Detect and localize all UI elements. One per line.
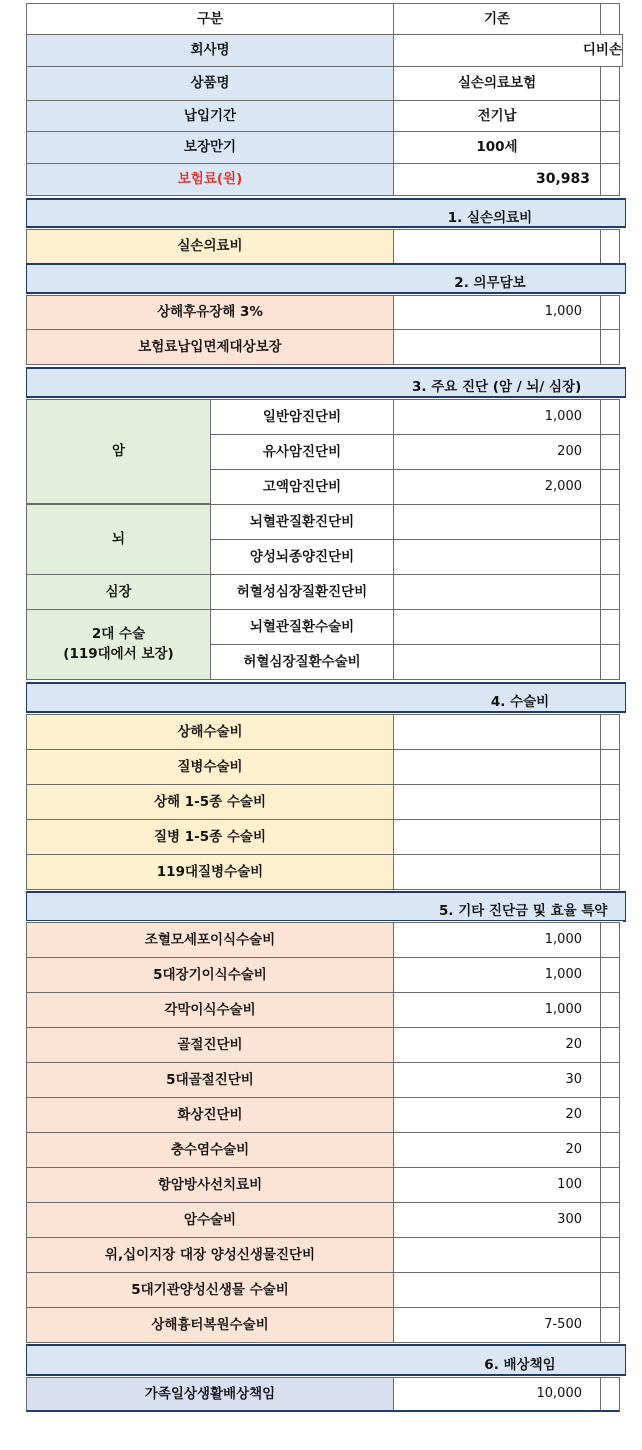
row-value: 20 bbox=[393, 1027, 601, 1063]
row-extra bbox=[600, 992, 620, 1028]
row-extra bbox=[600, 1237, 620, 1273]
item-value: 1,000 bbox=[393, 399, 601, 435]
row-value bbox=[393, 1272, 601, 1308]
row-value bbox=[393, 329, 601, 365]
section-header-5 bbox=[26, 891, 626, 922]
section-title-3: 3. 주요 진단 (암 / 뇌/ 심장) bbox=[412, 379, 582, 395]
row-extra bbox=[600, 714, 620, 750]
info-label-premium: 보험료(원) bbox=[26, 163, 394, 196]
row-extra bbox=[600, 644, 620, 680]
section-header-4 bbox=[26, 682, 626, 713]
info-value-coverage-maturity: 100세 bbox=[393, 131, 601, 164]
row-label: 상해후유장해 3% bbox=[26, 295, 394, 330]
info-extra-payment-period bbox=[600, 100, 620, 132]
info-label-product: 상품명 bbox=[26, 66, 394, 101]
row-label: 상해 1-5종 수술비 bbox=[26, 784, 394, 820]
row-value bbox=[393, 714, 601, 750]
info-label-coverage-maturity: 보장만기 bbox=[26, 131, 394, 164]
row-value: 1,000 bbox=[393, 957, 601, 993]
item-value: 200 bbox=[393, 434, 601, 470]
header-col-existing: 기존 bbox=[393, 3, 601, 35]
item-label: 허혈성심장질환진단비 bbox=[210, 574, 394, 610]
row-label: 항암방사선치료비 bbox=[26, 1167, 394, 1203]
section-header-1 bbox=[26, 198, 626, 228]
row-value: 20 bbox=[393, 1097, 601, 1133]
row-label: 가족일상생활배상책임 bbox=[26, 1377, 394, 1412]
row-label: 질병수술비 bbox=[26, 749, 394, 785]
row-extra bbox=[600, 922, 620, 958]
row-extra bbox=[600, 819, 620, 855]
row-label: 충수염수술비 bbox=[26, 1132, 394, 1168]
row-extra bbox=[600, 1272, 620, 1308]
row-extra bbox=[600, 399, 620, 435]
row-extra bbox=[600, 539, 620, 575]
row-label: 실손의료비 bbox=[26, 229, 394, 264]
section-header-3 bbox=[26, 367, 626, 398]
item-value bbox=[393, 539, 601, 575]
row-extra bbox=[600, 469, 620, 505]
row-label: 질병 1-5종 수술비 bbox=[26, 819, 394, 855]
row-extra bbox=[600, 749, 620, 785]
row-extra bbox=[600, 1132, 620, 1168]
row-extra bbox=[600, 434, 620, 470]
section-header-6 bbox=[26, 1344, 626, 1376]
row-value: 1,000 bbox=[393, 992, 601, 1028]
info-label-company: 회사명 bbox=[26, 34, 394, 67]
row-extra bbox=[600, 229, 620, 264]
item-label: 뇌혈관질환수술비 bbox=[210, 609, 394, 645]
row-extra bbox=[600, 295, 620, 330]
row-extra bbox=[600, 784, 620, 820]
section-header-2 bbox=[26, 263, 626, 294]
row-label: 상해수술비 bbox=[26, 714, 394, 750]
row-extra bbox=[600, 609, 620, 645]
info-value-company bbox=[393, 34, 623, 67]
row-label: 화상진단비 bbox=[26, 1097, 394, 1133]
group-label-heart: 심장 bbox=[26, 574, 211, 610]
row-extra bbox=[600, 1167, 620, 1203]
row-value bbox=[393, 819, 601, 855]
row-label: 보험료납입면제대상보장 bbox=[26, 329, 394, 365]
row-value: 100 bbox=[393, 1167, 601, 1203]
info-extra-coverage-maturity bbox=[600, 131, 620, 164]
row-label: 조혈모세포이식수술비 bbox=[26, 922, 394, 958]
row-value: 1,000 bbox=[393, 922, 601, 958]
section-title-2: 2. 의무담보 bbox=[454, 275, 526, 291]
row-extra bbox=[600, 329, 620, 365]
item-label: 유사암진단비 bbox=[210, 434, 394, 470]
row-label: 5대기관양성신생물 수술비 bbox=[26, 1272, 394, 1308]
row-value: 1,000 bbox=[393, 295, 601, 330]
info-value-premium: 30,983 bbox=[393, 163, 601, 196]
row-value bbox=[393, 1237, 601, 1273]
item-label: 고액암진단비 bbox=[210, 469, 394, 505]
group-label-cancer: 암 bbox=[26, 399, 211, 504]
info-extra-premium bbox=[600, 163, 620, 196]
header-col-extra bbox=[600, 3, 620, 35]
header-col-label: 구분 bbox=[26, 3, 394, 35]
row-extra bbox=[600, 1202, 620, 1238]
row-value: 300 bbox=[393, 1202, 601, 1238]
info-extra-product bbox=[600, 66, 620, 101]
section-title-5: 5. 기타 진단금 및 효율 특약 bbox=[439, 903, 608, 919]
group-label-two-surgeries-title: 2대 수술 bbox=[91, 626, 146, 643]
info-value-payment-period: 전기납 bbox=[393, 100, 601, 132]
row-extra bbox=[600, 1097, 620, 1133]
row-value bbox=[393, 229, 601, 264]
row-label: 5대골절진단비 bbox=[26, 1062, 394, 1098]
item-value bbox=[393, 644, 601, 680]
row-extra bbox=[600, 1062, 620, 1098]
row-value: 7-500 bbox=[393, 1307, 601, 1343]
row-label: 골절진단비 bbox=[26, 1027, 394, 1063]
row-value: 10,000 bbox=[393, 1377, 601, 1412]
row-value bbox=[393, 854, 601, 890]
row-value bbox=[393, 749, 601, 785]
group-label-brain: 뇌 bbox=[26, 504, 211, 575]
row-label: 5대장기이식수술비 bbox=[26, 957, 394, 993]
row-label: 상해흉터복원수술비 bbox=[26, 1307, 394, 1343]
item-value bbox=[393, 609, 601, 645]
row-extra bbox=[600, 1307, 620, 1343]
item-label: 일반암진단비 bbox=[210, 399, 394, 435]
row-value: 20 bbox=[393, 1132, 601, 1168]
item-value bbox=[393, 574, 601, 610]
row-label: 119대질병수술비 bbox=[26, 854, 394, 890]
item-label: 허혈심장질환수술비 bbox=[210, 644, 394, 680]
row-extra bbox=[600, 957, 620, 993]
company-name: 디비손 bbox=[582, 42, 622, 59]
section-title-4: 4. 수술비 bbox=[490, 694, 550, 710]
section-title-6: 6. 배상책임 bbox=[484, 1357, 556, 1373]
item-value bbox=[393, 504, 601, 540]
row-extra bbox=[600, 504, 620, 540]
row-label: 위,십이지장 대장 양성신생물진단비 bbox=[26, 1237, 394, 1273]
group-label-two-surgeries bbox=[26, 609, 211, 680]
row-extra bbox=[600, 1027, 620, 1063]
row-extra bbox=[600, 854, 620, 890]
info-label-payment-period: 납입기간 bbox=[26, 100, 394, 132]
item-value: 2,000 bbox=[393, 469, 601, 505]
info-value-product: 실손의료보험 bbox=[393, 66, 601, 101]
row-extra bbox=[600, 1377, 620, 1412]
row-extra bbox=[600, 574, 620, 610]
row-value: 30 bbox=[393, 1062, 601, 1098]
row-value bbox=[393, 784, 601, 820]
item-label: 양성뇌종양진단비 bbox=[210, 539, 394, 575]
row-label: 각막이식수술비 bbox=[26, 992, 394, 1028]
group-label-two-surgeries-sub: (119대에서 보장) bbox=[63, 646, 174, 662]
item-label: 뇌혈관질환진단비 bbox=[210, 504, 394, 540]
row-label: 암수술비 bbox=[26, 1202, 394, 1238]
section-title-1: 1. 실손의료비 bbox=[447, 210, 533, 226]
